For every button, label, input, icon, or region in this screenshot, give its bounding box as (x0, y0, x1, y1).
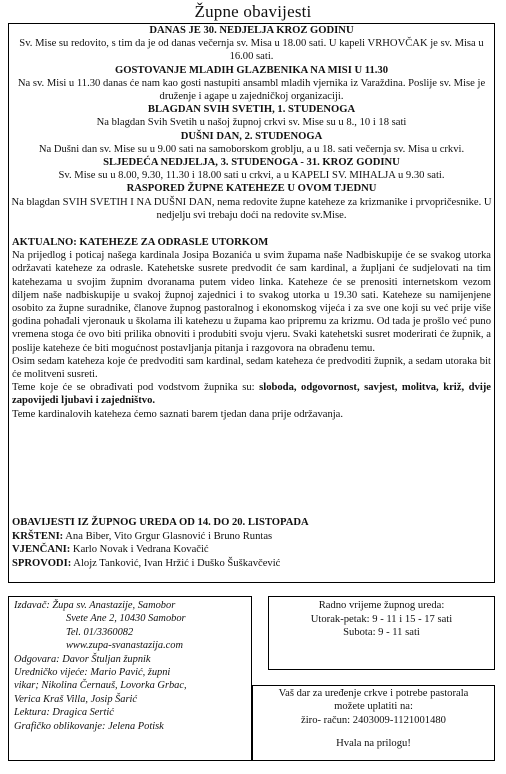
proofreading-line: Lektura: Dragica Sertić (14, 707, 114, 719)
section-text: Na sv. Misi u 11.30 danas će nam kao gosti nastupiti ansambl mladih vjernika iz Varaždina. Poslije sv. Mise je druženje i agape u zajedničkoj organizaciji. (17, 77, 486, 103)
office-hours-saturday: Subota: 9 - 11 sati (343, 627, 420, 639)
announcements-box (8, 23, 495, 583)
thanks-line: Hvala na prilogu! (336, 738, 411, 750)
section-text: Na blagdan Svih Svetih u našoj župnoj crkvi sv. Mise su u 8., 10 i 18 sati (96, 117, 407, 129)
aktualno-paragraph: Na prijedlog i poticaj našega kardinala Josipa Bozanića u svim župama naše Nadbiskupije će se svakog utorka održavati kateheze za odrasle. Katehetske susrete predvodit će sam kardinal, a župljani će sudjelovati na tim katehezama u svojim župnim dvoranama putem video linka. Kateheze će se prenositi internetskom vezom diljem naše nadbiskupije u svakoj župnoj zajednici i to svakog utorka u 19.30 sati. Kateheze su namijenjene osobito za župne suradnike, članove župnog pastoralnog i ekonomskog vijeća i za sve one koji su već prije više godina pohađali vjeronauk u školama ili katehezu u župama kao pripremu za krizmu. Od tada je prošlo već puno vremena stoga će ovo biti prilika obnoviti i produbiti svoju vjeru. Svaki katehetski susret moderirati će župnik, a poslije kateheze će biti mogućnost postavljanja pitanja i razgovora na obrađenu temu. (12, 250, 491, 354)
design-line: Grafičko oblikovanje: Jelena Potisk (14, 720, 164, 732)
notice-value: Ana Biber, Vito Grgur Glasnović i Bruno Runtas (63, 530, 273, 542)
notice-row (12, 543, 491, 557)
aktualno-paragraph: Osim sedam kateheza koje će predvoditi sam kardinal, sedam kateheza će predvoditi župnik, a sedam utoraka bit će molitveni susreti. (12, 355, 491, 381)
section-heading: BLAGDAN SVIH SVETIH, 1. STUDENOGA (147, 104, 356, 116)
section-heading: GOSTOVANJE MLADIH GLAZBENIKA NA MISI U 11.30 (114, 64, 389, 76)
editorial-line: Verica Kraš Villa, Josip Šarić (14, 693, 138, 705)
announcement-section (9, 182, 494, 222)
notice-value: Alojz Tanković, Ivan Hržić i Duško Šuškavčević (71, 557, 281, 569)
website-link[interactable]: www.zupa-svanastazija.com (66, 640, 183, 652)
imprint-box (8, 596, 252, 761)
page-title: Župne obavijesti (194, 2, 312, 21)
bank-account: žiro- račun: 2403009-1121001480 (301, 714, 446, 726)
donation-line: Vaš dar za uređenje crkve i potrebe pastorala (278, 688, 469, 699)
address-line: Svete Ane 2, 10430 Samobor (66, 613, 186, 625)
section-text: Na Dušni dan sv. Mise su u 9.00 sati na samoborskom groblju, a u 18. sati večernja sv. Misa u crkvi. (38, 143, 465, 155)
section-text: Na blagdan SVIH SVETIH I NA DUŠNI DAN, nema redovite župne kateheze za krizmanike i prvopričesnike. U nedjelju svi trebaju doći na redovite sv.Mise. (11, 196, 492, 221)
aktualno-topics (12, 381, 491, 407)
editorial-line: vikar; Nikolina Černauš, Lovorka Grbac, (14, 680, 187, 692)
responsible-line: Odgovara: Davor Štuljan župnik (14, 653, 151, 665)
aktualno-section (9, 236, 494, 421)
donation-box (252, 685, 495, 761)
office-notices (12, 516, 491, 570)
office-hours-box (268, 596, 495, 670)
publisher-line: Izdavač: Župa sv. Anastazije, Samobor (14, 600, 176, 611)
notice-row (12, 530, 491, 544)
aktualno-paragraph: Teme kardinalovih kateheza ćemo saznati barem tjedan dana prije održavanja. (12, 408, 344, 420)
topics-lead: Teme koje će se obrađivati pod vodstvom župnika su: (12, 382, 260, 394)
section-heading: SLJEDEĆA NEDJELJA, 3. STUDENOGA - 31. KROZ GODINU (103, 157, 400, 169)
announcement-section (9, 24, 494, 64)
notice-label: SPROVODI: (12, 557, 72, 569)
notice-label: KRŠTENI: (12, 530, 64, 542)
office-notices-heading: OBAVIJESTI IZ ŽUPNOG UREDA OD 14. DO 20. LISTOPADA (12, 517, 309, 528)
announcement-section (9, 156, 494, 182)
section-text: Sv. Mise su u 8.00, 9.30, 11.30 i 18.00 sati u crkvi, a u KAPELI SV. MIHALJA u 9.30 sati. (58, 170, 445, 182)
section-heading: DANAS JE 30. NEDJELJA KROZ GODINU (149, 25, 354, 36)
announcement-section (9, 64, 494, 104)
office-hours-weekdays: Utorak-petak: 9 - 11 i 15 - 17 sati (310, 613, 453, 625)
notice-value: Karlo Novak i Vedrana Kovačić (70, 544, 209, 556)
office-hours-title: Radno vrijeme župnog ureda: (318, 600, 445, 611)
notice-label: VJENČANI: (12, 544, 71, 556)
announcement-section (9, 103, 494, 129)
section-heading: DUŠNI DAN, 2. STUDENOGA (180, 130, 323, 142)
section-text: Sv. Mise su redovito, s tim da je od danas večernja sv. Misa u 18.00 sati. U kapeli VRHOVČAK je sv. Misa u 16.00 sati. (19, 38, 484, 63)
topics-list: sloboda, odgovornost, savjest, molitva, križ, dvije zapovijedi ljubavi i zajedništvo. (12, 382, 491, 407)
notice-row (12, 557, 491, 571)
section-heading: RASPORED ŽUPNE KATEHEZE U OVOM TJEDNU (126, 183, 377, 195)
aktualno-heading: AKTUALNO: KATEHEZE ZA ODRASLE UTORKOM (12, 237, 269, 249)
announcement-section (9, 130, 494, 156)
editorial-line: Uredničko vijeće: Mario Pavić, župni (14, 667, 171, 679)
phone-line: Tel. 01/3360082 (66, 626, 134, 638)
donation-line: možete uplatiti na: (334, 701, 413, 713)
